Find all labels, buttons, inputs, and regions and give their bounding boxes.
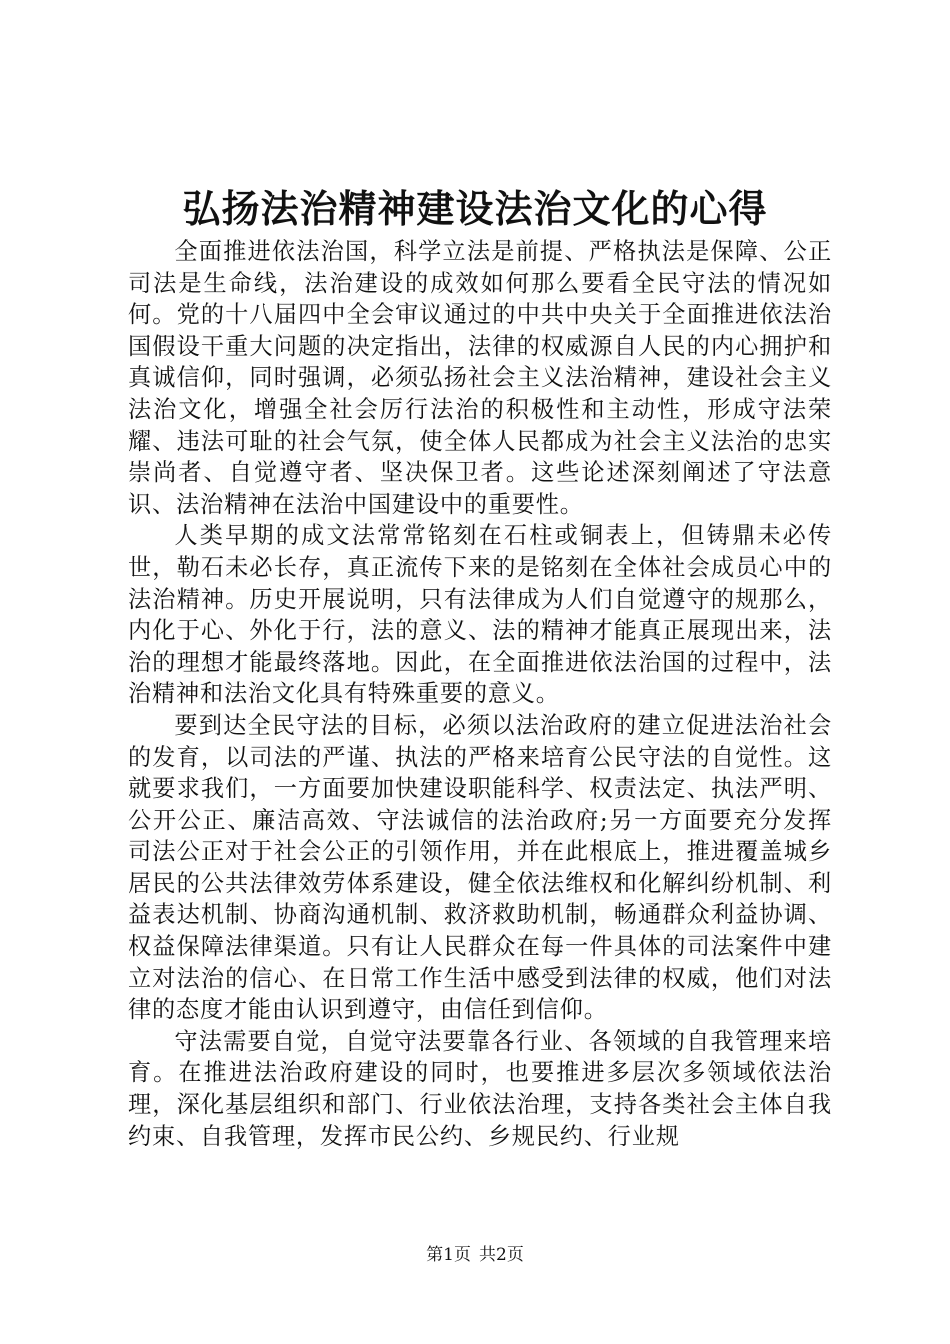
- paragraph: 全面推进依法治国，科学立法是前提、严格执法是保障、公正司法是生命线，法治建设的成效如何那么要看全民守法的情况如何。党的十八届四中全会审议通过的中共中央关于全面推进依法治国假设干重大问题的决定指出，法律的权威源自人民的内心拥护和真诚信仰，同时强调，必须弘扬社会主义法治精神，建设社会主义法治文化，增强全社会厉行法治的积极性和主动性，形成守法荣耀、违法可耻的社会气氛，使全体人民都成为社会主义法治的忠实崇尚者、自觉遵守者、坚决保卫者。这些论述深刻阐述了守法意识、法治精神在法治中国建设中的重要性。: [128, 238, 832, 518]
- paragraph: 人类早期的成文法常常铭刻在石柱或铜表上，但铸鼎未必传世，勒石未必长存，真正流传下来的是铭刻在全体社会成员心中的法治精神。历史开展说明，只有法律成为人们自觉遵守的规那么，内化于心、外化于行，法的意义、法的精神才能真正展现出来，法治的理想才能最终落地。因此，在全面推进依法治国的过程中，法治精神和法治文化具有特殊重要的意义。: [128, 522, 832, 708]
- page-number: 第1页: [426, 1245, 471, 1265]
- document-body: [128, 236, 832, 1152]
- page-footer: [0, 1244, 950, 1266]
- document-title: 弘扬法治精神建设法治文化的心得: [182, 187, 768, 231]
- paragraph: 要到达全民守法的目标，必须以法治政府的建立促进法治社会的发育，以司法的严谨、执法的严格来培育公民守法的自觉性。这就要求我们，一方面要加快建设职能科学、权责法定、执法严明、公开公正、廉洁高效、守法诚信的法治政府;另一方面要充分发挥司法公正对于社会公正的引领作用，并在此根底上，推进覆盖城乡居民的公共法律效劳体系建设，健全依法维权和化解纠纷机制、利益表达机制、协商沟通机制、救济救助机制，畅通群众利益协调、权益保障法律渠道。只有让人民群众在每一件具体的司法案件中建立对法治的信心、在日常工作生活中感受到法律的权威，他们对法律的态度才能由认识到遵守，由信任到信仰。: [128, 711, 832, 1024]
- paragraph: 守法需要自觉，自觉守法要靠各行业、各领域的自我管理来培育。在推进法治政府建设的同时，也要推进多层次多领域依法治理，深化基层组织和部门、行业依法治理，支持各类社会主体自我约束、自我管理，发挥市民公约、乡规民约、行业规: [128, 1027, 832, 1150]
- page-total: 共2页: [479, 1245, 524, 1265]
